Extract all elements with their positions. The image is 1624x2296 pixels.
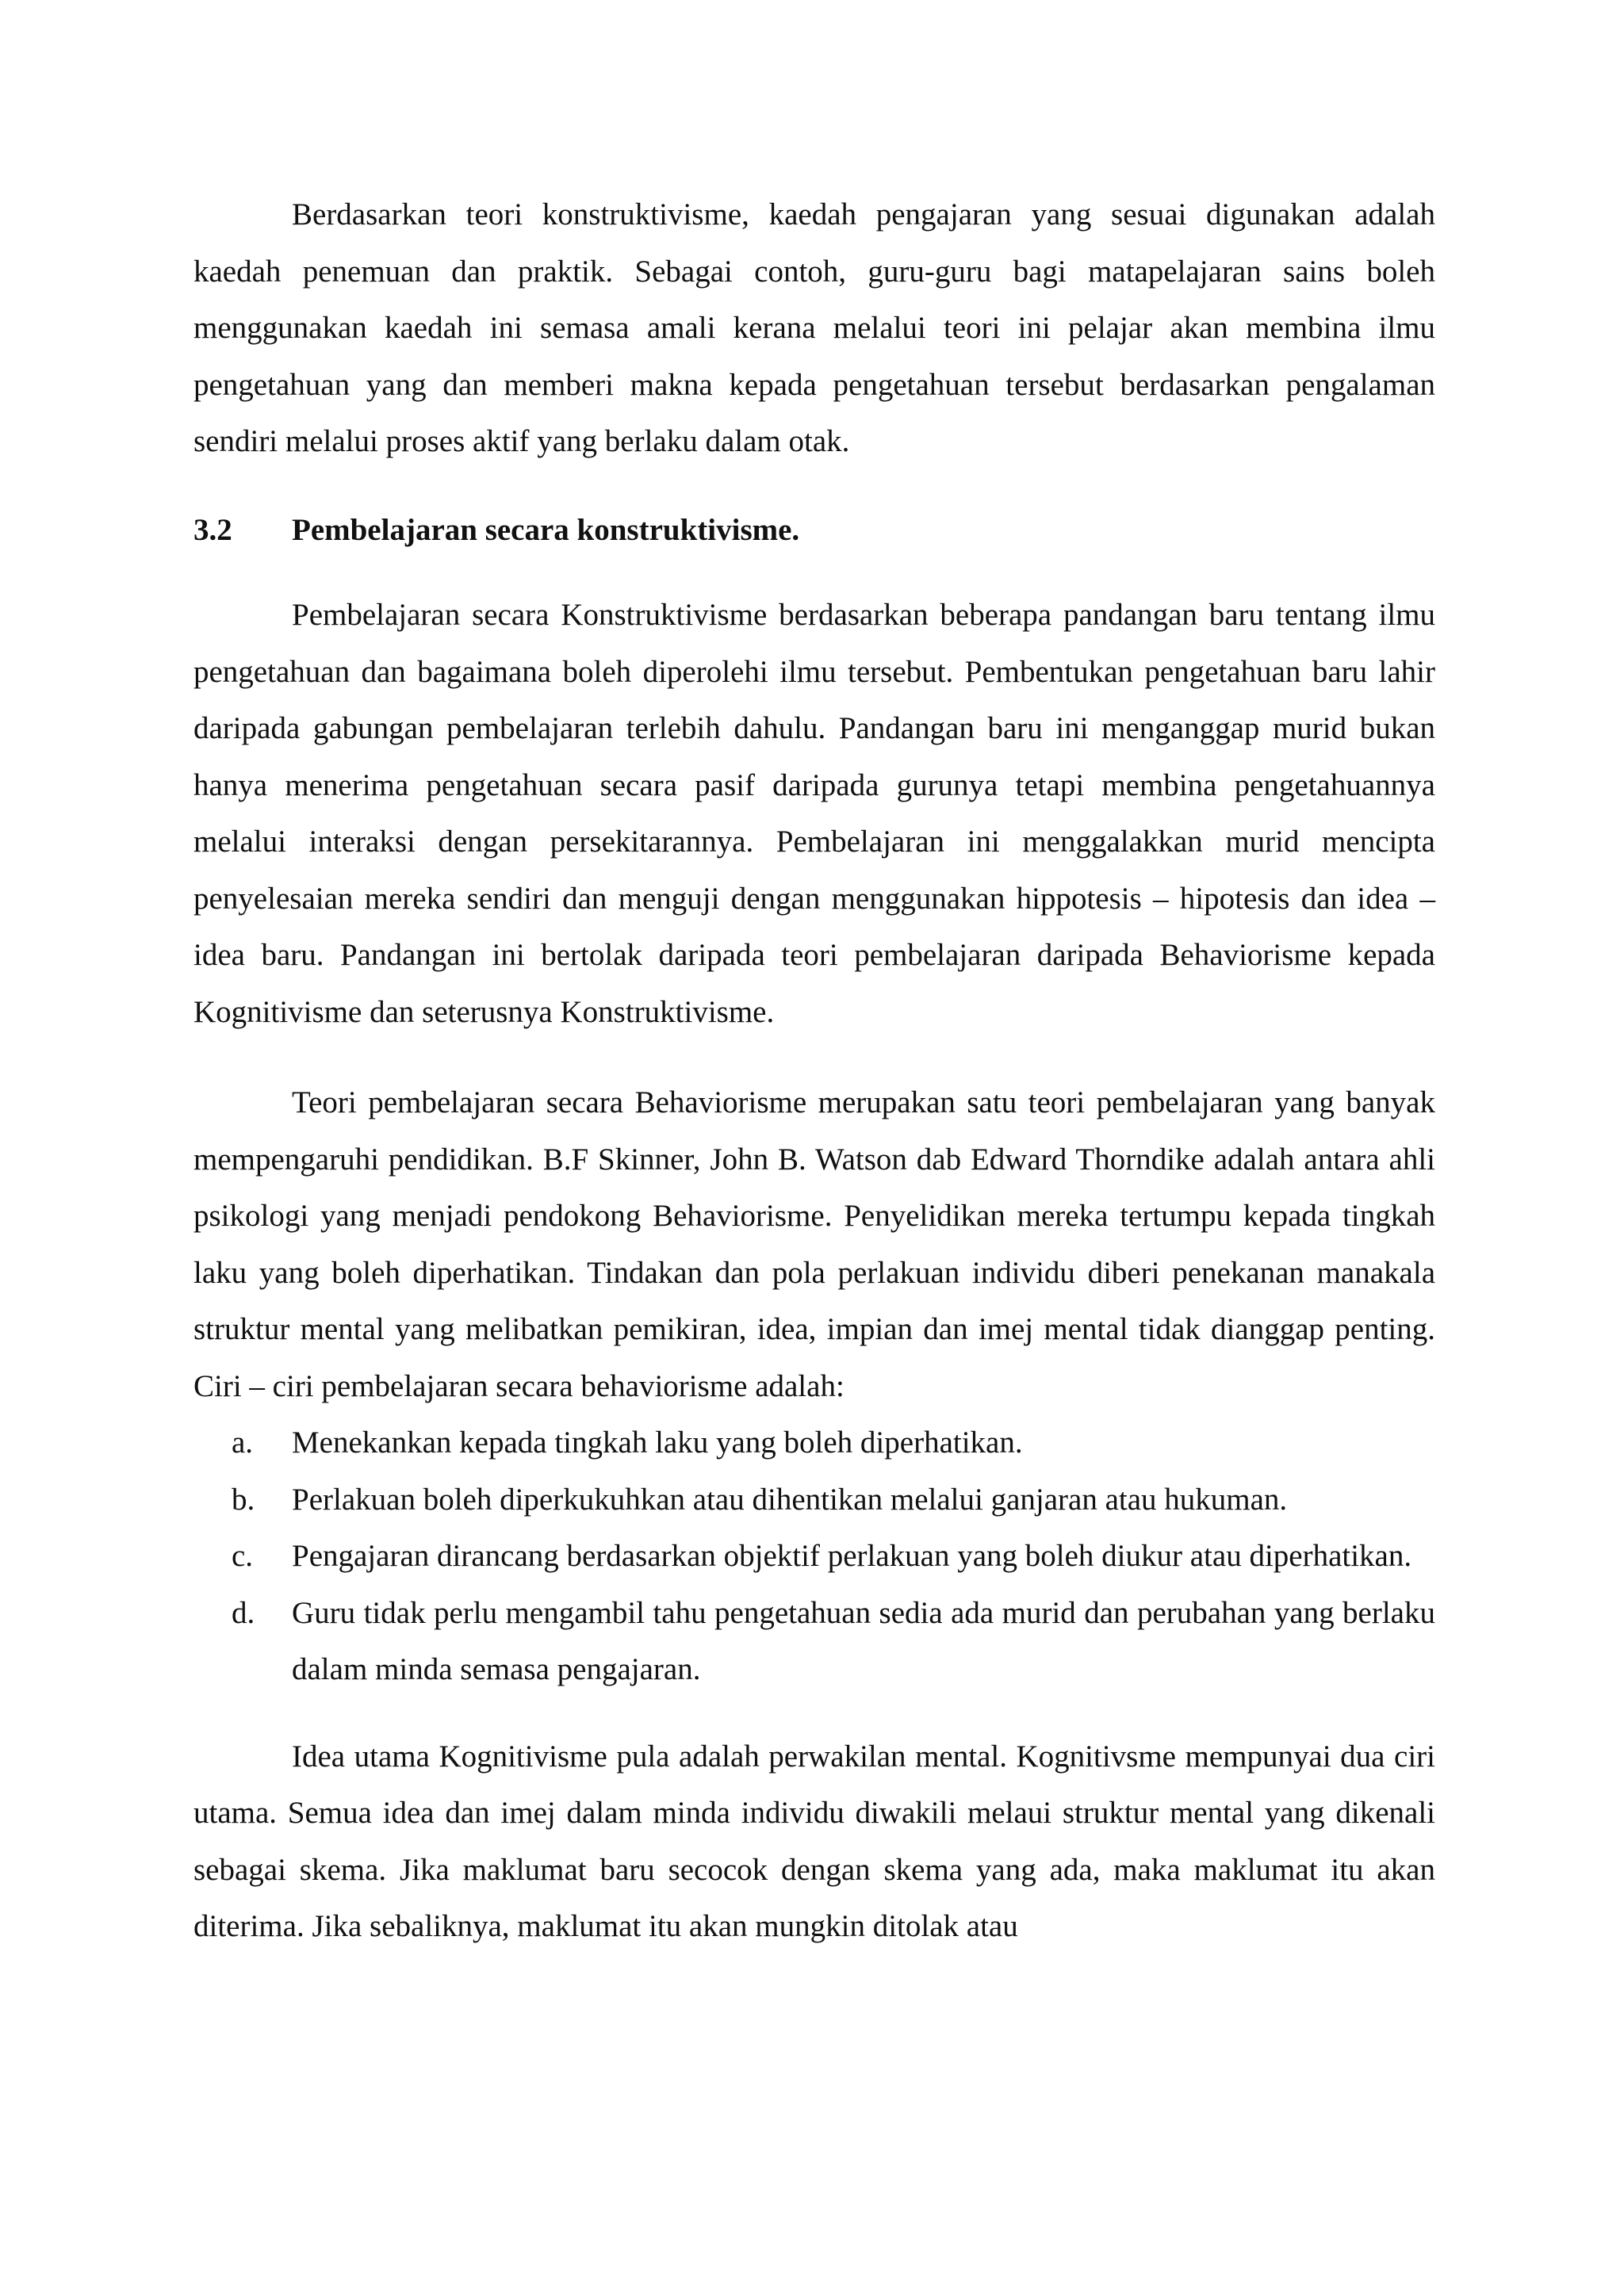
list-item	[193, 1471, 1435, 1529]
list-item-text: Menekankan kepada tingkah laku yang boleh diperhatikan.	[292, 1425, 1023, 1460]
paragraph-3: Teori pembelajaran secara Behaviorisme merupakan satu teori pembelajaran yang banyak mempengaruhi pendidikan. B.F Skinner, John B. Watson dab Edward Thorndike adalah antara ahli psikologi yang menjadi pendokong Behaviorisme. Penyelidikan mereka tertumpu kepada tingkah laku yang boleh diperhatikan. Tindakan dan pola perlakuan individu diberi penekanan manakala struktur mental yang melibatkan pemikiran, idea, impian dan imej mental tidak dianggap penting. Ciri – ciri pembelajaran secara behaviorisme adalah:	[193, 1085, 1435, 1403]
list-item	[193, 1528, 1435, 1585]
list-marker: d.	[232, 1595, 255, 1630]
list-marker: b.	[232, 1482, 255, 1517]
list-marker: c.	[232, 1539, 254, 1573]
list-item	[193, 1414, 1435, 1471]
list-item-text: Perlakuan boleh diperkukuhkan atau dihentikan melalui ganjaran atau hukuman.	[292, 1482, 1288, 1517]
section-title: Pembelajaran secara konstruktivisme.	[292, 512, 800, 547]
section-number: 3.2	[193, 512, 232, 547]
list-item-text: Guru tidak perlu mengambil tahu pengetahuan sedia ada murid dan perubahan yang berlaku dalam minda semasa pengajaran.	[292, 1595, 1435, 1686]
characteristics-list	[193, 1414, 1435, 1698]
page-content	[193, 186, 1435, 1955]
list-marker: a.	[232, 1425, 254, 1460]
list-item-text: Pengajaran dirancang berdasarkan objektif perlakuan yang boleh diukur atau diperhatikan.	[292, 1539, 1412, 1573]
list-item	[193, 1585, 1435, 1698]
section-heading	[193, 502, 1435, 559]
paragraph-2: Pembelajaran secara Konstruktivisme berdasarkan beberapa pandangan baru tentang ilmu pengetahuan dan bagaimana boleh diperolehi ilmu tersebut. Pembentukan pengetahuan baru lahir daripada gabungan pembelajaran terlebih dahulu. Pandangan baru ini menganggap murid bukan hanya menerima pengetahuan secara pasif daripada gurunya tetapi membina pengetahuannya melalui interaksi dengan persekitarannya. Pembelajaran ini menggalakkan murid mencipta penyelesaian mereka sendiri dan menguji dengan menggunakan hippotesis – hipotesis dan idea – idea baru. Pandangan ini bertolak daripada teori pembelajaran daripada Behaviorisme kepada Kognitivisme dan seterusnya Konstruktivisme.	[193, 598, 1435, 1029]
paragraph-4: Idea utama Kognitivisme pula adalah perwakilan mental. Kognitivsme mempunyai dua ciri utama. Semua idea dan imej dalam minda individu diwakili melaui struktur mental yang dikenali sebagai skema. Jika maklumat baru secocok dengan skema yang ada, maka maklumat itu akan diterima. Jika sebaliknya, maklumat itu akan mungkin ditolak atau	[193, 1739, 1435, 1943]
paragraph-1: Berdasarkan teori konstruktivisme, kaedah pengajaran yang sesuai digunakan adalah kaedah penemuan dan praktik. Sebagai contoh, guru-guru bagi matapelajaran sains boleh menggunakan kaedah ini semasa amali kerana melalui teori ini pelajar akan membina ilmu pengetahuan yang dan memberi makna kepada pengetahuan tersebut berdasarkan pengalaman sendiri melalui proses aktif yang berlaku dalam otak.	[193, 197, 1435, 458]
